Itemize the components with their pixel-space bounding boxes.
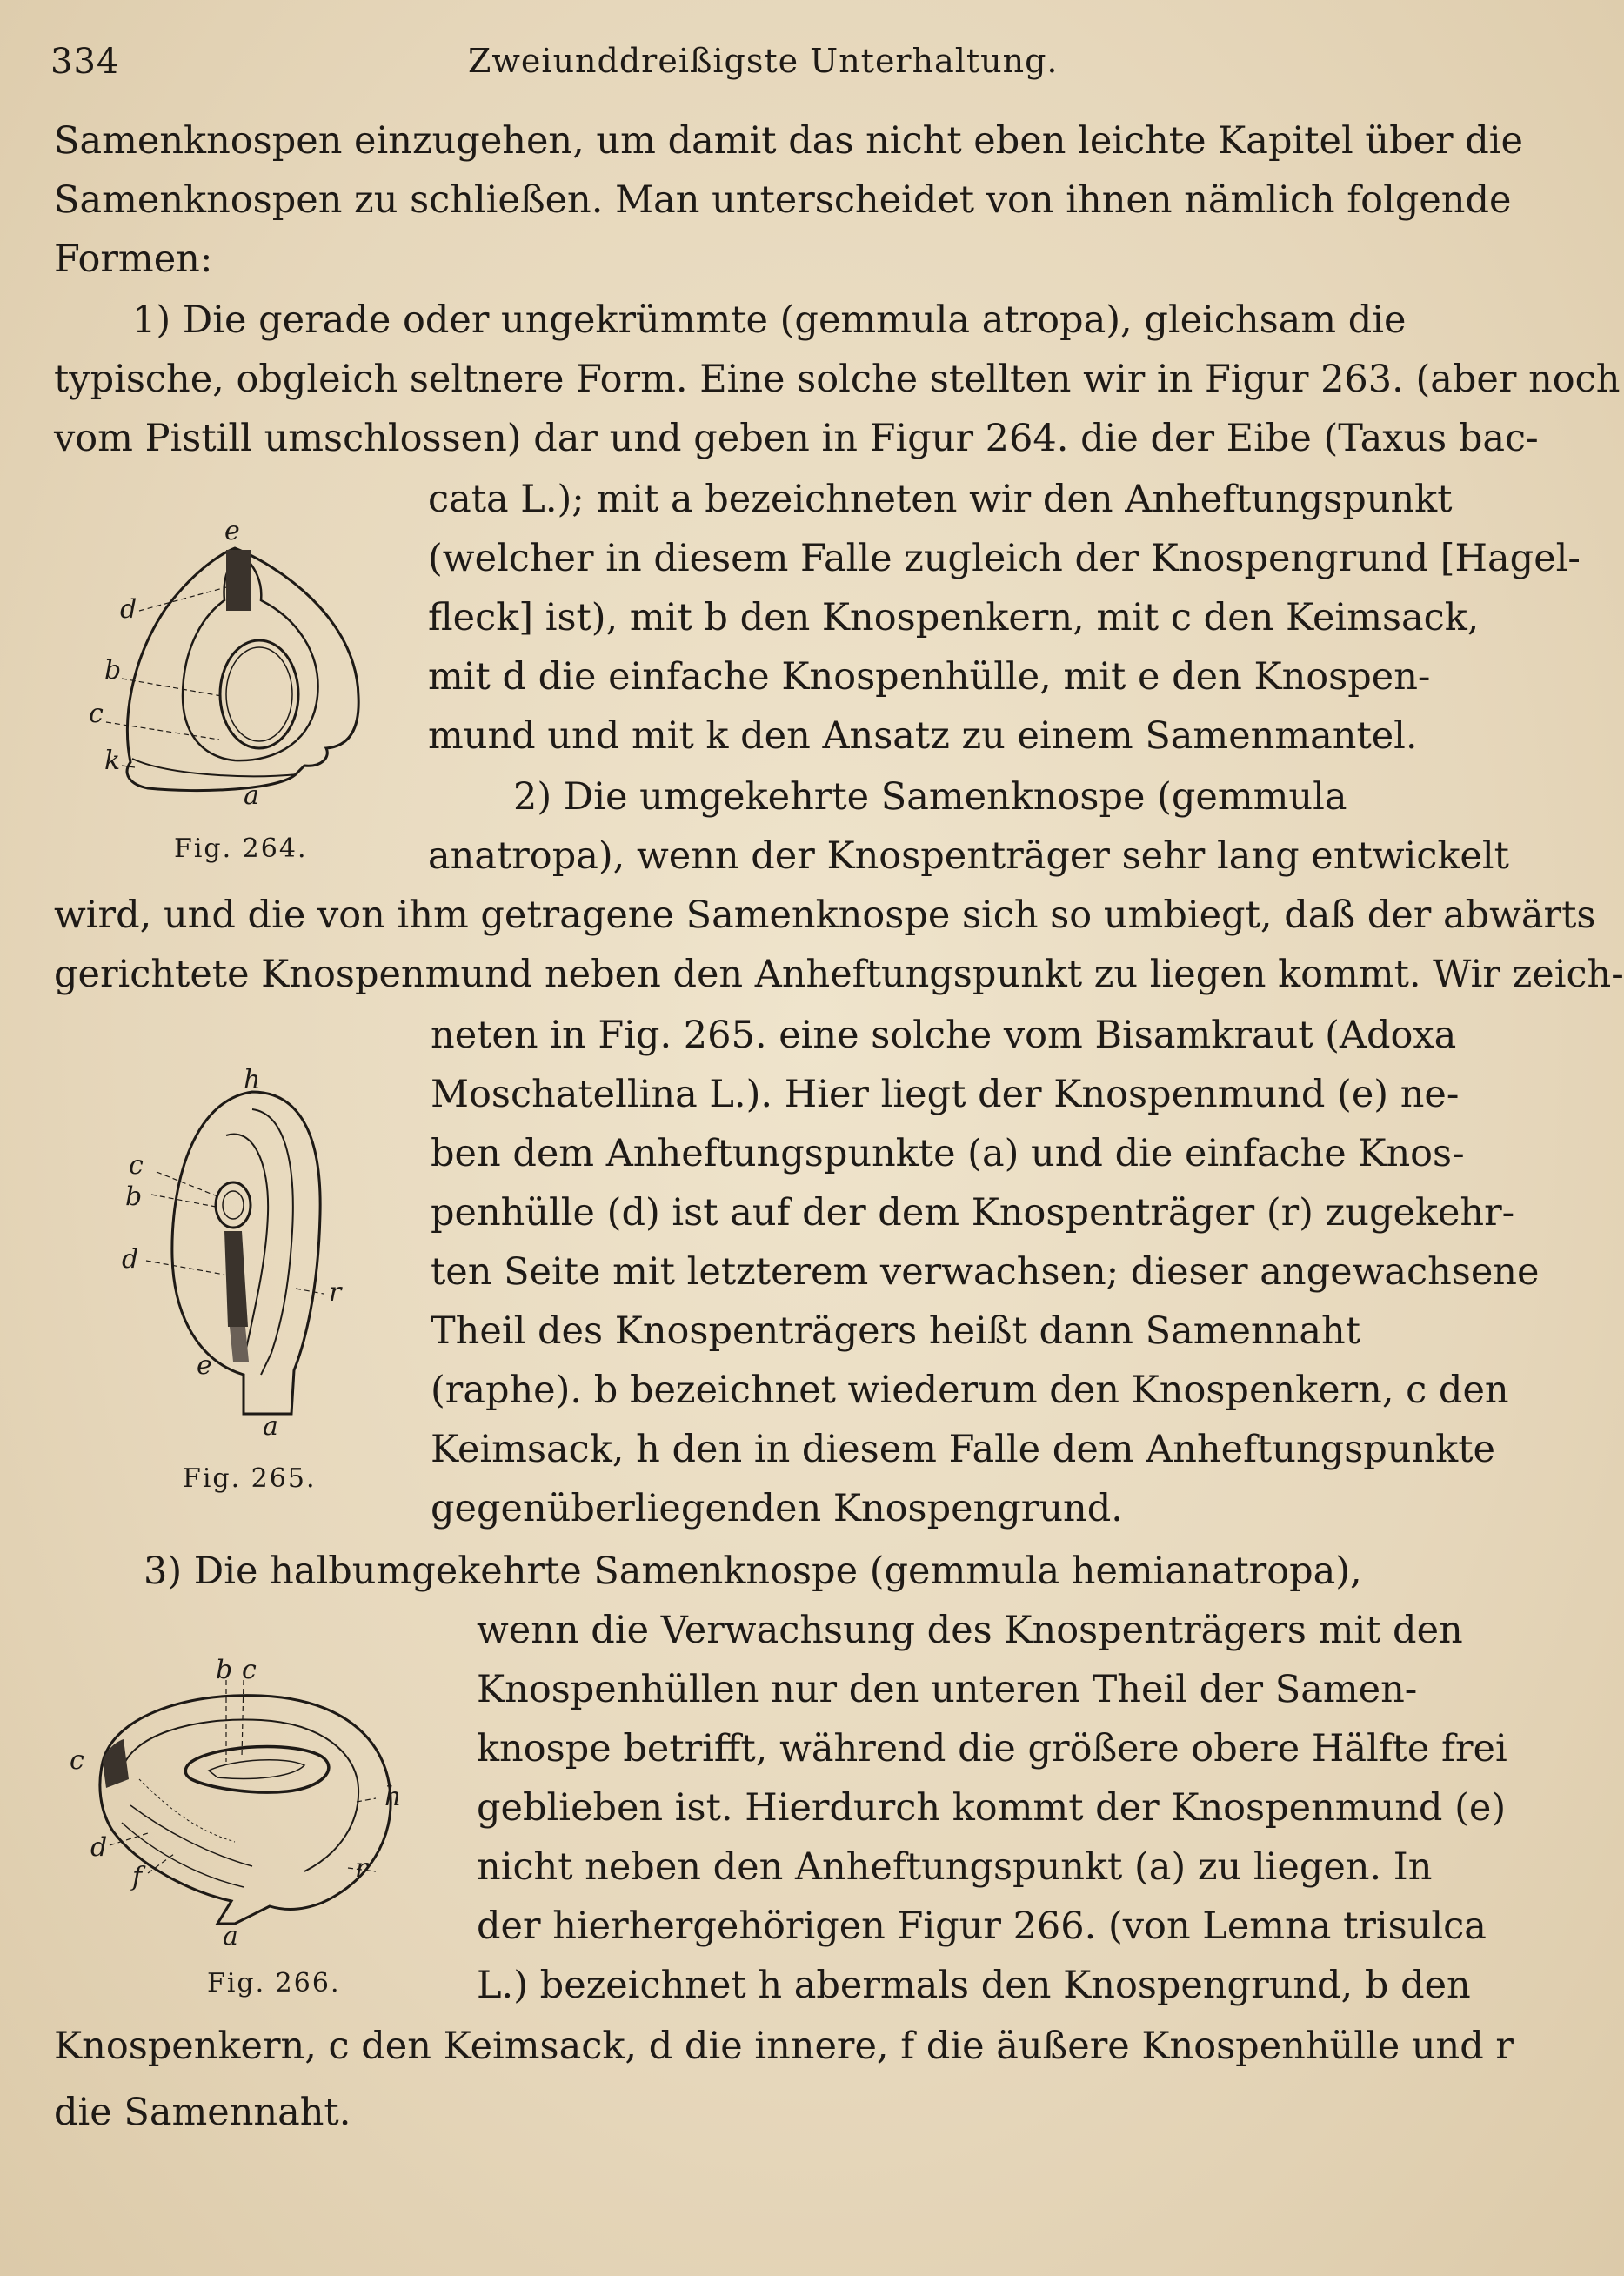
text-line: (welcher in diesem Falle zugleich der Knospengrund [Hagel-	[428, 537, 1581, 580]
text-line: neten in Fig. 265. eine solche vom Bisamkraut (Adoxa	[431, 1014, 1457, 1057]
figure-264	[70, 513, 383, 809]
label-r: r	[355, 1853, 368, 1884]
label-b: b	[125, 1182, 143, 1212]
text-line: penhülle (d) ist auf der dem Knospenträger (r) zugekehr-	[431, 1191, 1515, 1235]
ovule-hemianatropa-illustration	[61, 1649, 426, 1953]
text-line: wird, und die von ihm getragene Samenknospe sich so umbiegt, daß der abwärts	[54, 894, 1596, 937]
text-line: (raphe). b bezeichnet wiederum den Knospenkern, c den	[431, 1369, 1509, 1412]
text-line: cata L.); mit a bezeichneten wir den Anheftungspunkt	[428, 478, 1453, 521]
text-line: fleck] ist), mit b den Knospenkern, mit c den Keimsack,	[428, 596, 1480, 639]
label-a: a	[244, 780, 259, 811]
text-line: gerichtete Knospenmund neben den Anheftungspunkt zu liegen kommt. Wir zeich-	[54, 953, 1624, 996]
text-line: Samenknospen einzugehen, um damit das nicht eben leichte Kapitel über die	[54, 119, 1523, 163]
text-line: Moschatellina L.). Hier liegt der Knospenmund (e) ne-	[431, 1073, 1460, 1116]
label-c: c	[129, 1150, 144, 1181]
text-line: 2) Die umgekehrte Samenknospe (gemmula	[513, 775, 1347, 819]
text-line: ben dem Anheftungspunkte (a) und die einfache Knos-	[431, 1132, 1465, 1175]
label-e: e	[197, 1350, 212, 1381]
text-line: L.) bezeichnet h abermals den Knospengrund, b den	[477, 1964, 1471, 2007]
label-e: e	[224, 516, 240, 546]
label-a: a	[223, 1921, 238, 1951]
label-b: b	[104, 655, 122, 686]
label-f: f	[132, 1862, 143, 1892]
text-line: Theil des Knospenträgers heißt dann Samennaht	[431, 1309, 1360, 1353]
text-line: Keimsack, h den in diesem Falle dem Anheftungspunkte	[431, 1428, 1495, 1471]
label-h: h	[384, 1782, 402, 1812]
label-h: h	[244, 1065, 261, 1095]
text-line: vom Pistill umschlossen) dar und geben in Figur 264. die der Eibe (Taxus bac-	[54, 417, 1539, 460]
text-line: knospe betrifft, während die größere obere Hälfte frei	[477, 1727, 1507, 1771]
ovule-atropa-illustration	[70, 513, 383, 809]
figure-265	[122, 1066, 357, 1440]
label-d: d	[120, 594, 137, 625]
text-line: Knospenkern, c den Keimsack, d die innere, f die äußere Knospenhülle und r	[54, 2025, 1514, 2068]
label-d: d	[90, 1832, 108, 1863]
label-d: d	[122, 1244, 139, 1275]
text-line: 1) Die gerade oder ungekrümmte (gemmula atropa), gleichsam die	[132, 298, 1407, 342]
figure-266	[61, 1649, 426, 1953]
text-line: anatropa), wenn der Knospenträger sehr lang entwickelt	[428, 834, 1509, 878]
ovule-anatropa-illustration	[122, 1066, 357, 1440]
text-line: die Samennaht.	[54, 2091, 351, 2134]
text-line: nicht neben den Anheftungspunkt (a) zu liegen. In	[477, 1845, 1433, 1889]
figure-266-caption: Fig. 266.	[207, 1968, 341, 1998]
page-number: 334	[50, 42, 120, 82]
running-head: Zweiunddreißigste Unterhaltung.	[468, 42, 1059, 80]
label-a: a	[263, 1411, 278, 1442]
text-line: gegenüberliegenden Knospengrund.	[431, 1487, 1123, 1530]
label-c-top: c	[242, 1655, 257, 1685]
text-line: wenn die Verwachsung des Knospenträgers mit den	[477, 1609, 1463, 1652]
text-line: Samenknospen zu schließen. Man unterscheidet von ihnen nämlich folgende	[54, 178, 1512, 222]
text-line: mund und mit k den Ansatz zu einem Samenmantel.	[428, 714, 1418, 758]
label-r: r	[329, 1277, 342, 1308]
text-line: typische, obgleich seltnere Form. Eine solche stellten wir in Figur 263. (aber noch	[54, 358, 1621, 401]
label-c: c	[89, 699, 104, 729]
label-k: k	[104, 746, 121, 776]
figure-264-caption: Fig. 264.	[174, 833, 308, 864]
text-line: geblieben ist. Hierdurch kommt der Knospenmund (e)	[477, 1786, 1507, 1830]
label-c-left: c	[70, 1745, 84, 1776]
label-b: b	[216, 1655, 233, 1685]
text-line: 3) Die halbumgekehrte Samenknospe (gemmula hemianatropa),	[144, 1550, 1362, 1593]
text-line: der hierhergehörigen Figur 266. (von Lemna trisulca	[477, 1904, 1487, 1948]
text-line: Formen:	[54, 238, 213, 281]
text-line: ten Seite mit letzterem verwachsen; dieser angewachsene	[431, 1250, 1540, 1294]
page-header	[50, 35, 1336, 96]
figure-265-caption: Fig. 265.	[183, 1463, 317, 1494]
text-line: mit d die einfache Knospenhülle, mit e den Knospen-	[428, 655, 1431, 699]
text-line: Knospenhüllen nur den unteren Theil der Samen-	[477, 1668, 1418, 1711]
